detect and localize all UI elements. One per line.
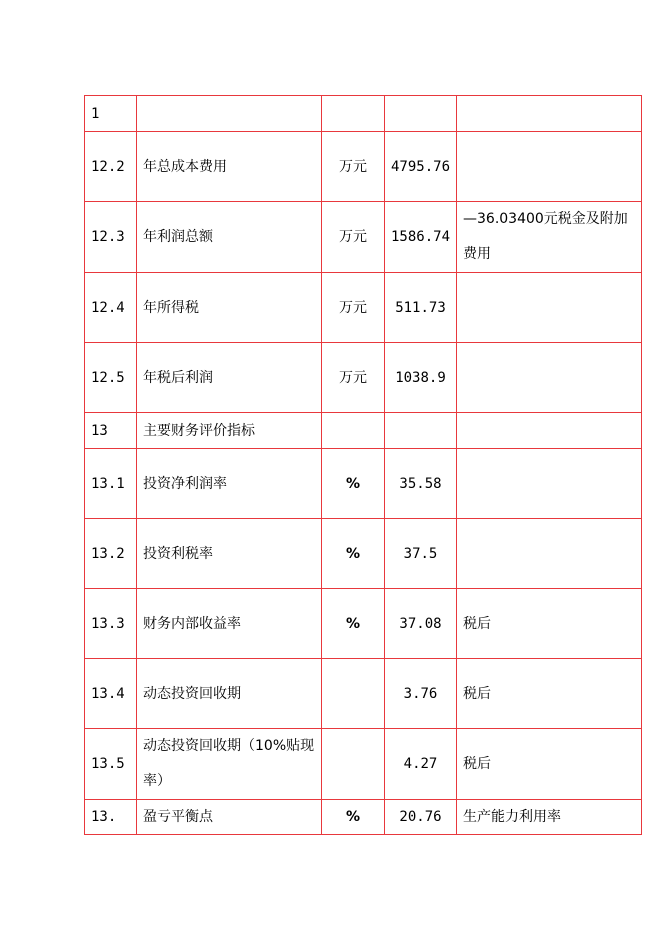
cell-name: 投资利税率 [137,519,322,589]
cell-note [457,273,642,343]
table-row [85,589,642,659]
cell-no: 13 [85,413,137,449]
cell-no: 13.4 [85,659,137,729]
cell-unit [322,659,385,729]
cell-name: 动态投资回收期（10%贴现率） [137,729,322,800]
cell-name: 年总成本费用 [137,132,322,202]
cell-note: 税后 [457,729,642,800]
cell-no: 13.1 [85,449,137,519]
cell-name: 主要财务评价指标 [137,413,322,449]
cell-note [457,449,642,519]
cell-no: 12.2 [85,132,137,202]
cell-no: 13.5 [85,729,137,800]
cell-no: 12.3 [85,202,137,273]
cell-note: 税后 [457,659,642,729]
cell-value: 35.58 [385,449,457,519]
cell-value [385,96,457,132]
cell-name: 盈亏平衡点 [137,800,322,835]
financial-table [84,95,642,835]
cell-unit: 万元 [322,132,385,202]
table-row [85,449,642,519]
cell-note [457,519,642,589]
table-row [85,800,642,835]
cell-note: 税后 [457,589,642,659]
cell-unit: % [322,519,385,589]
cell-no: 1 [85,96,137,132]
cell-note [457,132,642,202]
cell-unit: % [322,589,385,659]
cell-unit: % [322,449,385,519]
cell-note: 生产能力利用率 [457,800,642,835]
cell-name: 年税后利润 [137,343,322,413]
table-row [85,519,642,589]
cell-value: 37.5 [385,519,457,589]
cell-value [385,413,457,449]
cell-value: 3.76 [385,659,457,729]
cell-name [137,96,322,132]
table-row [85,273,642,343]
cell-unit: 万元 [322,343,385,413]
cell-value: 1038.9 [385,343,457,413]
cell-note [457,96,642,132]
cell-value: 511.73 [385,273,457,343]
cell-name: 动态投资回收期 [137,659,322,729]
cell-value: 20.76 [385,800,457,835]
cell-name: 财务内部收益率 [137,589,322,659]
cell-no: 13.2 [85,519,137,589]
cell-name: 年利润总额 [137,202,322,273]
cell-unit: 万元 [322,273,385,343]
cell-unit: 万元 [322,202,385,273]
table-row [85,413,642,449]
table-row [85,132,642,202]
cell-no: 12.5 [85,343,137,413]
cell-note [457,413,642,449]
cell-no: 13.3 [85,589,137,659]
cell-unit: % [322,800,385,835]
table-row [85,729,642,800]
table-row [85,96,642,132]
table-row [85,659,642,729]
cell-name: 年所得税 [137,273,322,343]
cell-value: 4795.76 [385,132,457,202]
cell-unit [322,413,385,449]
cell-no: 13. [85,800,137,835]
cell-value: 4.27 [385,729,457,800]
cell-unit [322,729,385,800]
cell-note: —36.03400元税金及附加费用 [457,202,642,273]
cell-unit [322,96,385,132]
cell-note [457,343,642,413]
table-row [85,343,642,413]
table-row [85,202,642,273]
cell-no: 12.4 [85,273,137,343]
cell-value: 1586.74 [385,202,457,273]
cell-name: 投资净利润率 [137,449,322,519]
cell-value: 37.08 [385,589,457,659]
